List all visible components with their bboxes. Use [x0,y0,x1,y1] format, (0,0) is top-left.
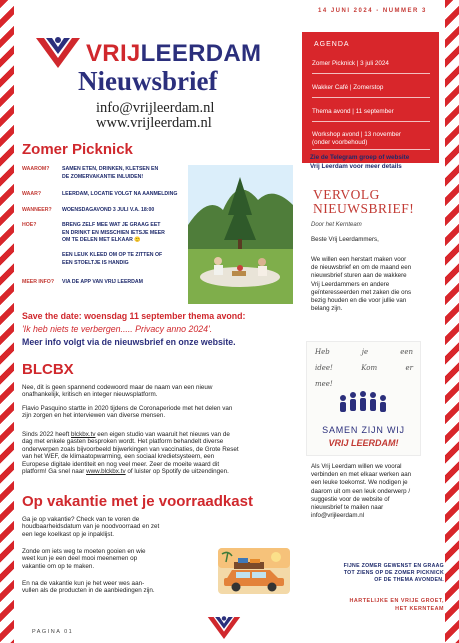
row-value [62,166,187,181]
row-line: SAMEN ETEN, DRINKEN, KLETSEN EN [62,166,159,172]
text-span: Sinds 2022 heeft [22,431,72,438]
text-line [22,431,290,438]
vervolg-paragraph-1 [311,256,436,313]
text-line: dag met enkele gasten besproken wordt. Het platform behandelt diverse [22,438,224,446]
card-line-2: VRIJ LEERDAM! [328,438,399,448]
text-line: Nee, dit is geen spannend codewoord maar de naam van een nieuw [22,384,213,391]
text-line: Vrij Leerdammers en andere [311,280,390,288]
text-line: houdbaarheidsdatum van je noodvoorraad en zet [22,523,160,531]
picnic-photo [188,165,293,304]
card-word: mee! [315,380,333,388]
contact-email[interactable]: info@vrijleerdam.nl [311,512,365,520]
text-line: vakantie om op te maken. [22,562,95,570]
header-email[interactable]: info@vrijleerdam.nl [96,100,215,116]
text-line: bezig houden en die voor jullie van [311,297,407,305]
text-line: een lege koelkast op je inpaklijst. [22,530,115,538]
vakantie-title: Op vakantie met je voorraadkast [22,493,253,510]
brand-part-2: LEERDAM [140,40,262,67]
car-illustration [218,548,290,594]
blcbx-title: BLCBX [22,361,74,378]
text-line: geïnteresseerden met zaken die ons [311,288,412,296]
row-label: MEER INFO? [22,279,54,285]
blcbx-paragraph-2 [22,405,290,420]
card-word: idee! [315,364,333,372]
save-the-date: Save the date: woensdag 11 september thema avond: [22,311,246,321]
card-word: er [405,364,413,372]
text-line: Europese digitale identiteit en nog veel meer. Zeer de moeite waard dit [22,460,220,468]
closing-wish [307,563,444,584]
regards-line-2: HET KERNTEAM [395,606,444,612]
text-line: Flavio Pasquino startte in 2020 tijdens de Coronaperiode met het delen van [22,405,233,412]
text-line: En na de vakantie kun je het weer wes aan- [22,580,145,587]
newsletter-title: Nieuwsbrief [78,66,218,96]
text-line: verbinden en met elkaar werken aan [311,471,412,479]
vervolg-title-line-1: VERVOLG [313,187,380,202]
text-line: van het WEF, de klimaatopwarming, een sociaal kredietsysteem, een [22,453,215,461]
card-word: een [400,348,413,356]
vrij-leerdam-logo-icon [34,34,82,72]
row-line: DE ZOMERVAKANTIE INLUIDEN! [62,173,144,180]
row-line: EEN LEUK KLEED OM OP TE ZITTEN OF [62,252,163,258]
people-circle-icon [335,390,391,420]
telegram-note-line-1: Zie de Telegram groep of website [310,154,410,161]
text-line: weet kun je een deel mooi meenemen op [22,555,138,563]
text-line: OF DE THEMA AVONDEN. [374,577,444,583]
row-label: HOE? [22,222,37,228]
blckbx-link[interactable]: blckbx.tv [71,431,96,438]
agenda-item-note: (onder voorbehoud) [312,139,368,146]
vervolg-title-line-2: NIEUWSBRIEF! [313,201,415,216]
agenda-item: Zomer Picknick | 3 juli 2024 [312,60,389,67]
card-line-1: SAMEN ZIJN WIJ [322,425,405,435]
agenda-item: Thema avond | 11 september [312,108,394,115]
issue-dateline: 14 JUNI 2024 - NUMMER 3 [318,8,427,14]
text-line: Als Vrij Leerdam willen we vooral [311,463,402,470]
row-line: LEERDAM, LOCATIE VOLGT NA AANMELDING [62,191,178,197]
row-label: WAAROM? [22,166,50,172]
text-line: daarom uit om een leuk onderwerp / [311,487,411,495]
row-spacer [62,245,187,253]
brand-wordmark [86,40,261,68]
text-span: platform! Ga snel naar [22,468,87,476]
text-line: belang zijn. [311,305,343,313]
card-word: Heb [315,348,330,356]
page-number: PAGINA 01 [32,629,74,635]
regards [307,597,444,613]
row-label: WAAR? [22,191,42,197]
text-line: de nieuwsbrief en om de maand een [311,264,412,272]
row-value [62,279,187,287]
regards-line-1: HARTELIJKE EN VRIJE GROET, [349,598,444,604]
row-line: VIA DE APP VAN VRIJ LEERDAM [62,279,143,285]
agenda-box [302,32,439,163]
text-line: nieuwsbrief te mailen naar [311,504,384,512]
picknick-title: Zomer Picknick [22,141,133,158]
card-word: Kom [361,364,378,372]
left-border-stripe [0,0,14,643]
text-line: zijn zorgen en het interviewen van diverse mensen. [22,412,166,420]
card-row-2 [315,364,413,372]
text-line: FIJNE ZOMER GEWENST EN GRAAG [343,563,444,569]
row-line: OM TE DELEN MET ELKAAR 🙂 [62,237,141,243]
idea-card [306,341,421,456]
vakantie-paragraph-2 [22,548,210,570]
right-border-stripe [445,0,459,643]
brand-part-1: VRIJ [86,40,141,67]
text-span: een eigen studio van waaruit het nieuws van de [95,431,230,438]
agenda-title: AGENDA [314,41,350,48]
text-line: een leuke toekomst. We nodigen je [311,479,408,487]
header-website[interactable]: www.vrijleerdam.nl [96,115,212,131]
row-line: EN DRINKT EN MISSCHIEN IETSJE MEER [62,229,165,236]
text-line: suggestie voor de website of [311,495,390,503]
text-span: of luister op Spotify de uitzendingen. [125,468,229,476]
agenda-item: Wakker Café | Zomerstop [312,84,384,91]
text-line: We willen een herstart maken voor [311,256,407,263]
agenda-divider [312,97,430,98]
row-label: WANNEER? [22,207,52,213]
vakantie-paragraph-1 [22,516,210,538]
row-value [62,222,187,267]
telegram-note-line-2: Vrij Leerdam voor meer details [310,163,402,170]
text-line: TOT ZIENS OP DE ZOMER PICKNICK [343,570,444,576]
row-line: EEN STOELTJE IS HANDIG [62,259,129,266]
footer-logo-icon [206,614,242,642]
text-line: onafhankelijk, kritisch en integer nieuwsplatform. [22,391,158,399]
more-info-note: Meer info volgt via de nieuwsbrief en onze website. [22,337,236,347]
row-value [62,207,187,215]
agenda-divider [312,121,430,122]
agenda-divider [312,73,430,74]
greeting: Beste Vrij Leerdammers, [311,236,379,243]
card-word: je [361,348,369,356]
text-line: onderwerpen zoals bijvoorbeeld bijwerkingen van vaccinaties, de Grote Reset [22,445,239,453]
row-line: WOENSDAGAVOND 3 JULI V.A. 18:00 [62,207,155,213]
agenda-divider [312,149,430,150]
blcbx-paragraph-1 [22,384,290,399]
text-line: Ga je op vakantie? Check van te voren de [22,516,140,523]
row-value [62,191,187,199]
text-line [22,468,290,475]
agenda-item: Workshop avond | 13 november [312,131,402,138]
text-line: Zonde om iets weg te moeten gooien en wie [22,548,146,555]
text-line: nieuwsbrief sturen aan de wakkere [311,272,407,280]
theme-quote: 'Ik heb niets te verbergen..... Privacy anno 2024'. [22,324,213,334]
text-line: vullen als de producten in de aanbiedingen zijn. [22,587,155,595]
card-row-1 [315,348,413,356]
vervolg-title [313,188,448,216]
vakantie-paragraph-3 [22,580,210,595]
byline: Door het Kernteam [311,222,362,228]
row-line: BRENG ZELF MEE WAT JE GRAAG EET [62,222,161,228]
blcbx-paragraph-3 [22,431,290,475]
blckbx-website-link[interactable]: www.blckbx.tv [86,468,126,476]
vervolg-paragraph-2 [311,463,436,520]
